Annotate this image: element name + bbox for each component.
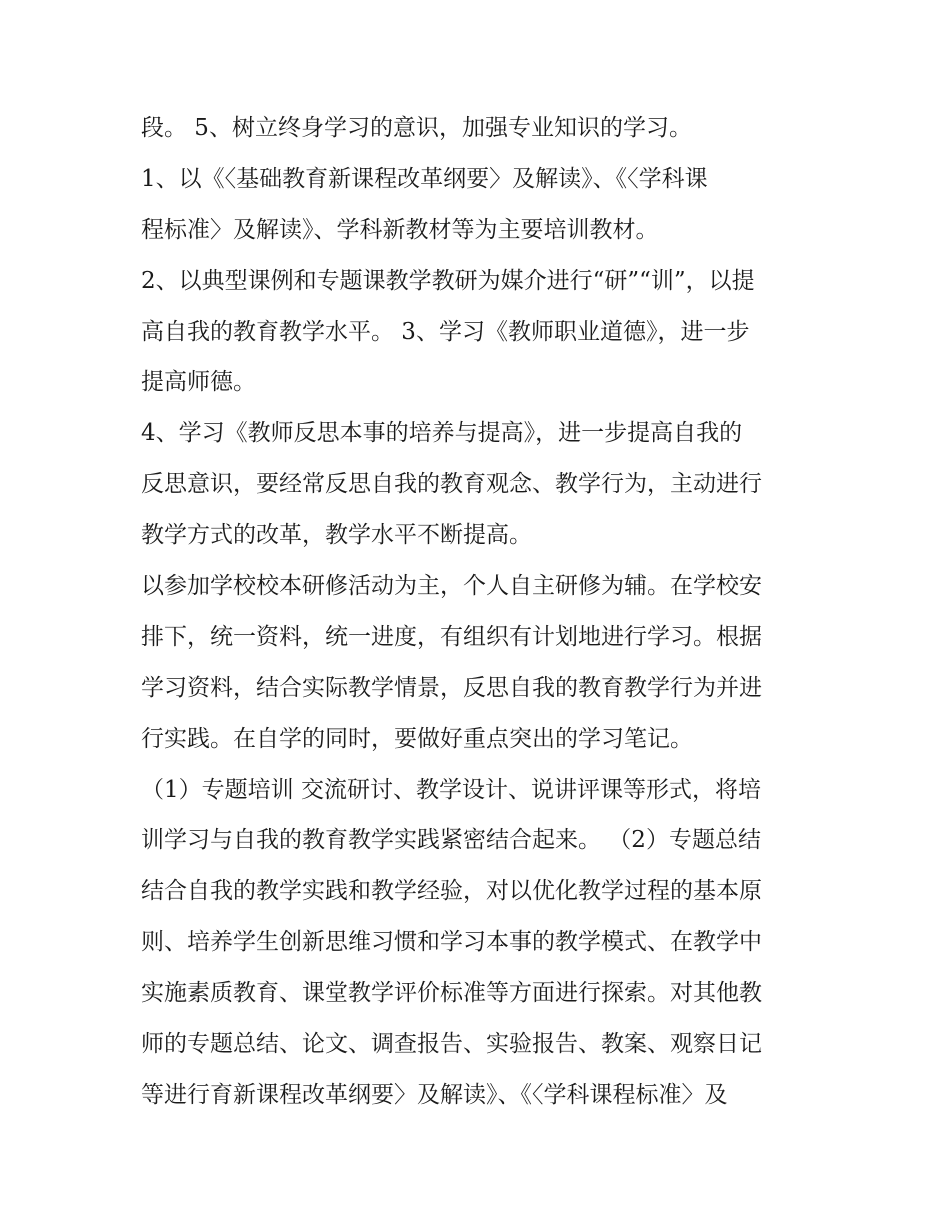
text-line: 师的专题总结、论文、调查报告、实验报告、教案、观察日记 bbox=[141, 1031, 762, 1058]
text-line: 4、学习《教师反思本事的培养与提高》，进一步提高自我的 bbox=[141, 420, 743, 447]
text-line: 2、以典型课例和专题课教学教研为媒介进行“研”“训”，以提 bbox=[141, 267, 755, 294]
text-line: 学习资料，结合实际教学情景，反思自我的教育教学行为并进 bbox=[141, 674, 762, 701]
text-line: 1、以《〈基础教育新课程改革纲要〉及解读》、《〈学科课 bbox=[141, 165, 708, 192]
text-line: 段。 5、树立终身学习的意识，加强专业知识的学习。 bbox=[141, 115, 692, 141]
text-line: 结合自我的教学实践和教学经验，对以优化教学过程的基本原 bbox=[141, 878, 762, 905]
text-line: 提高师德。 bbox=[141, 369, 256, 396]
text-line: 高自我的教育教学水平。 3、学习《教师职业道德》，进一步 bbox=[141, 318, 750, 345]
text-line: 教学方式的改革，教学水平不断提高。 bbox=[141, 522, 532, 549]
text-line: 等进行育新课程改革纲要〉及解读》、《〈学科课程标准〉及 bbox=[141, 1081, 728, 1108]
text-line: 行实践。在自学的同时，要做好重点突出的学习笔记。 bbox=[141, 725, 693, 752]
text-line: 实施素质教育、课堂教学评价标准等方面进行探索。对其他教 bbox=[141, 980, 762, 1007]
body-text bbox=[141, 103, 821, 1121]
text-line: 反思意识，要经常反思自我的教育观念、教学行为，主动进行 bbox=[141, 471, 762, 498]
text-line: 训学习与自我的教育教学实践紧密结合起来。 （2）专题总结 bbox=[141, 827, 761, 854]
text-line: 则、培养学生创新思维习惯和学习本事的教学模式、在教学中 bbox=[141, 929, 762, 956]
text-line: 程标准〉及解读》、学科新教材等为主要培训教材。 bbox=[141, 216, 659, 243]
text-line: 以参加学校校本研修活动为主，个人自主研修为辅。在学校安 bbox=[141, 573, 762, 600]
text-line: （1）专题培训 交流研讨、教学设计、说讲评课等形式，将培 bbox=[141, 776, 761, 803]
text-line: 排下，统一资料，统一进度，有组织有计划地进行学习。根据 bbox=[141, 623, 762, 650]
